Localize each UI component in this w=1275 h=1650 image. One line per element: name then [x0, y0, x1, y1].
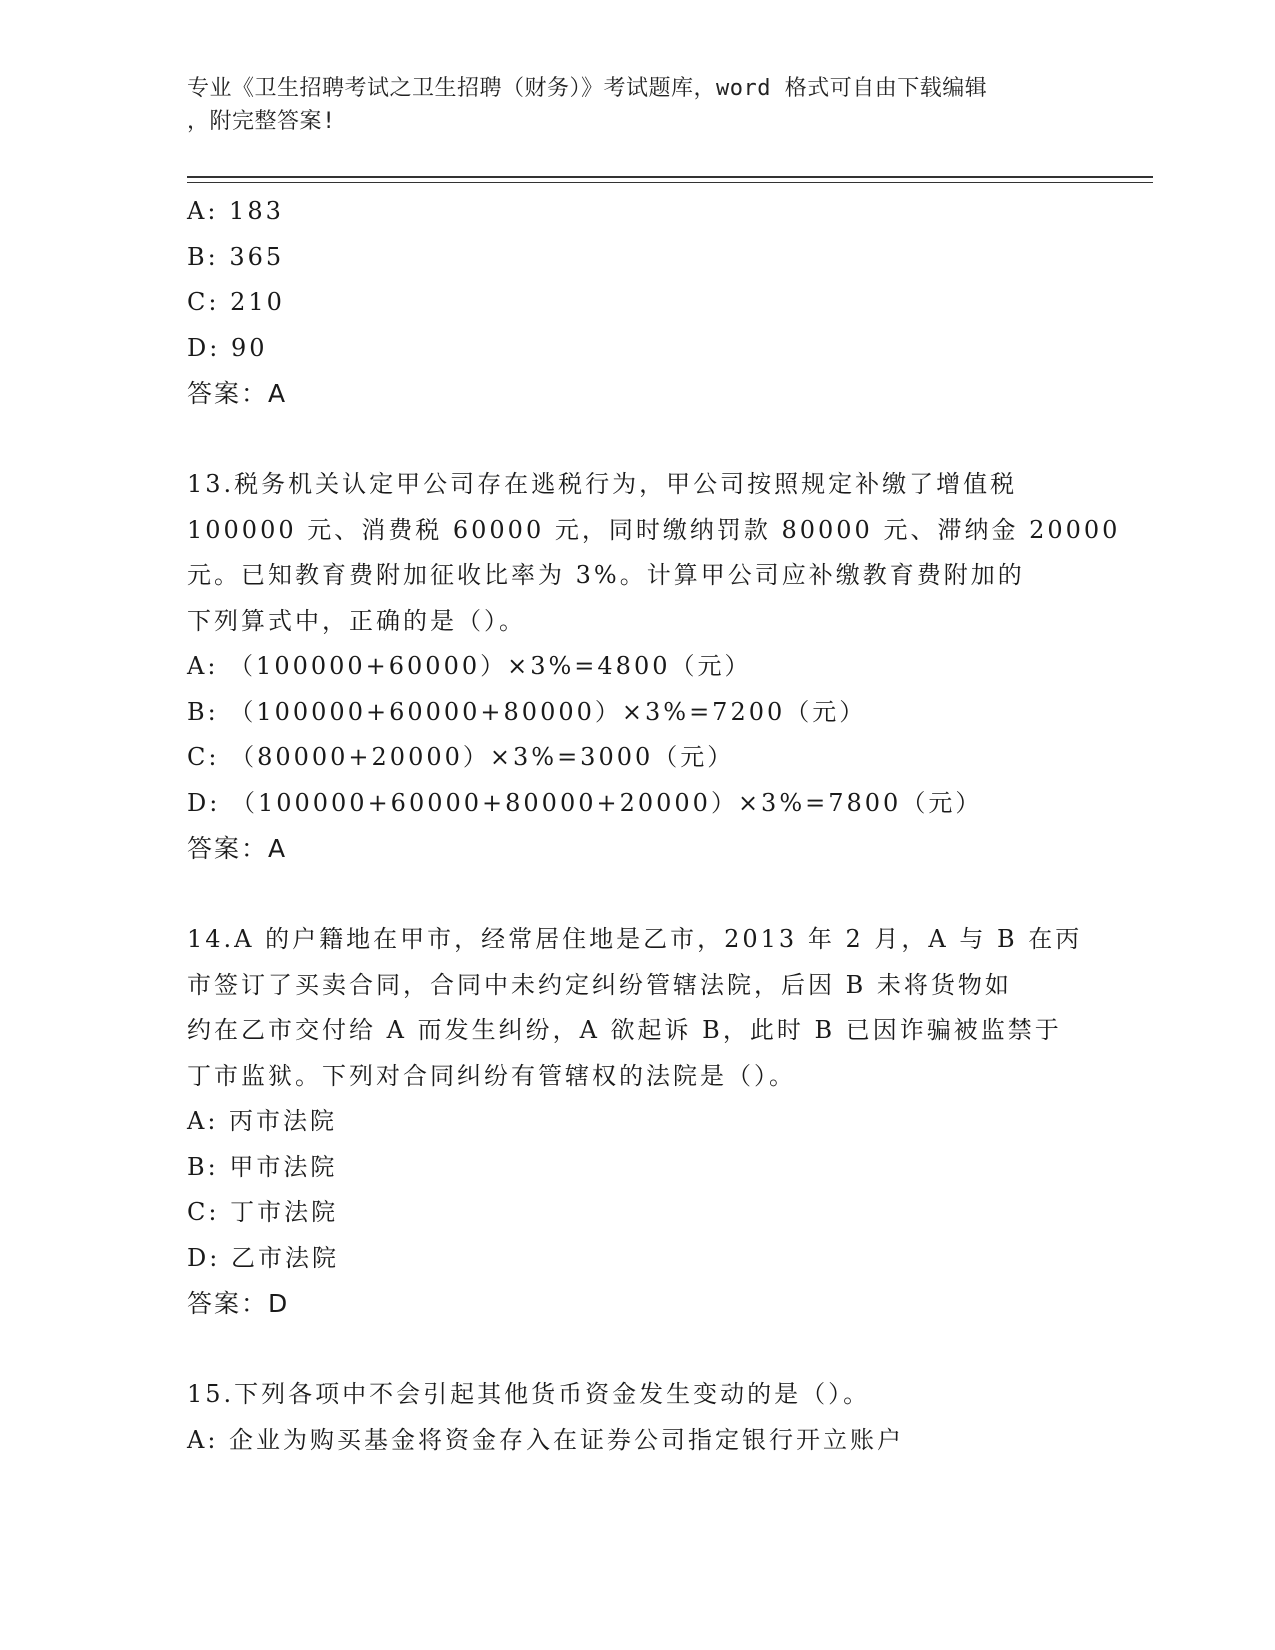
option-a: A: 企业为购买基金将资金存入在证券公司指定银行开立账户 — [187, 1425, 905, 1454]
option-b: B: 甲市法院 — [187, 1152, 338, 1181]
option-c: C: 210 — [187, 288, 285, 316]
question-15 — [187, 1372, 1087, 1463]
question-13 — [187, 462, 1121, 872]
stem-line: 元。已知教育费附加征收比率为 3%。计算甲公司应补缴教育费附加的 — [187, 561, 1025, 589]
option-c: C: （80000+20000）×3%=3000（元） — [187, 743, 735, 771]
option-c: C: 丁市法院 — [187, 1198, 339, 1226]
header-line-1: 专业《卫生招聘考试之卫生招聘（财务）》考试题库，word 格式可自由下载编辑 — [187, 76, 988, 101]
header-divider — [187, 176, 1153, 178]
answer: 答案：D — [187, 1289, 290, 1318]
option-a: A: 丙市法院 — [187, 1107, 338, 1135]
stem-line: 约在乙市交付给 A 而发生纠纷，A 欲起诉 B，此时 B 已因诈骗被监禁于 — [187, 1016, 1062, 1044]
question-12 — [187, 189, 1087, 417]
stem-line: 100000 元、消费税 60000 元，同时缴纳罚款 80000 元、滞纳金 20000 — [187, 515, 1121, 544]
header-divider-thin — [187, 182, 1153, 183]
question-14 — [187, 917, 1087, 1327]
option-d: D: 90 — [187, 333, 268, 362]
question-stem — [187, 462, 1121, 644]
document-header — [187, 72, 1067, 138]
stem-line: 丁市监狱。下列对合同纠纷有管辖权的法院是（）。 — [187, 1061, 796, 1090]
option-a: A: 183 — [187, 197, 284, 225]
option-d: D: （100000+60000+80000+20000）×3%=7800（元） — [187, 788, 983, 817]
header-line-2: ，附完整答案! — [187, 109, 336, 134]
option-a: A: （100000+60000）×3%=4800（元） — [187, 652, 752, 680]
question-stem — [187, 1372, 1067, 1418]
stem-line: 市签订了买卖合同，合同中未约定纠纷管辖法院，后因 B 未将货物如 — [187, 970, 1012, 999]
stem-line: 13.税务机关认定甲公司存在逃税行为，甲公司按照规定补缴了增值税 — [187, 470, 1018, 498]
option-b: B: 365 — [187, 242, 285, 271]
answer: 答案：A — [187, 834, 288, 863]
stem-line: 14.A 的户籍地在甲市，经常居住地是乙市，2013 年 2 月，A 与 B 在丙 — [187, 925, 1083, 953]
option-b: B: （100000+60000+80000）×3%=7200（元） — [187, 697, 867, 726]
answer: 答案：A — [187, 379, 288, 408]
question-stem — [187, 917, 1083, 1099]
stem-line: 15.下列各项中不会引起其他货币资金发生变动的是（）。 — [187, 1380, 871, 1408]
stem-line: 下列算式中，正确的是（）。 — [187, 606, 526, 635]
question-list — [187, 189, 1121, 1463]
option-d: D: 乙市法院 — [187, 1243, 339, 1272]
